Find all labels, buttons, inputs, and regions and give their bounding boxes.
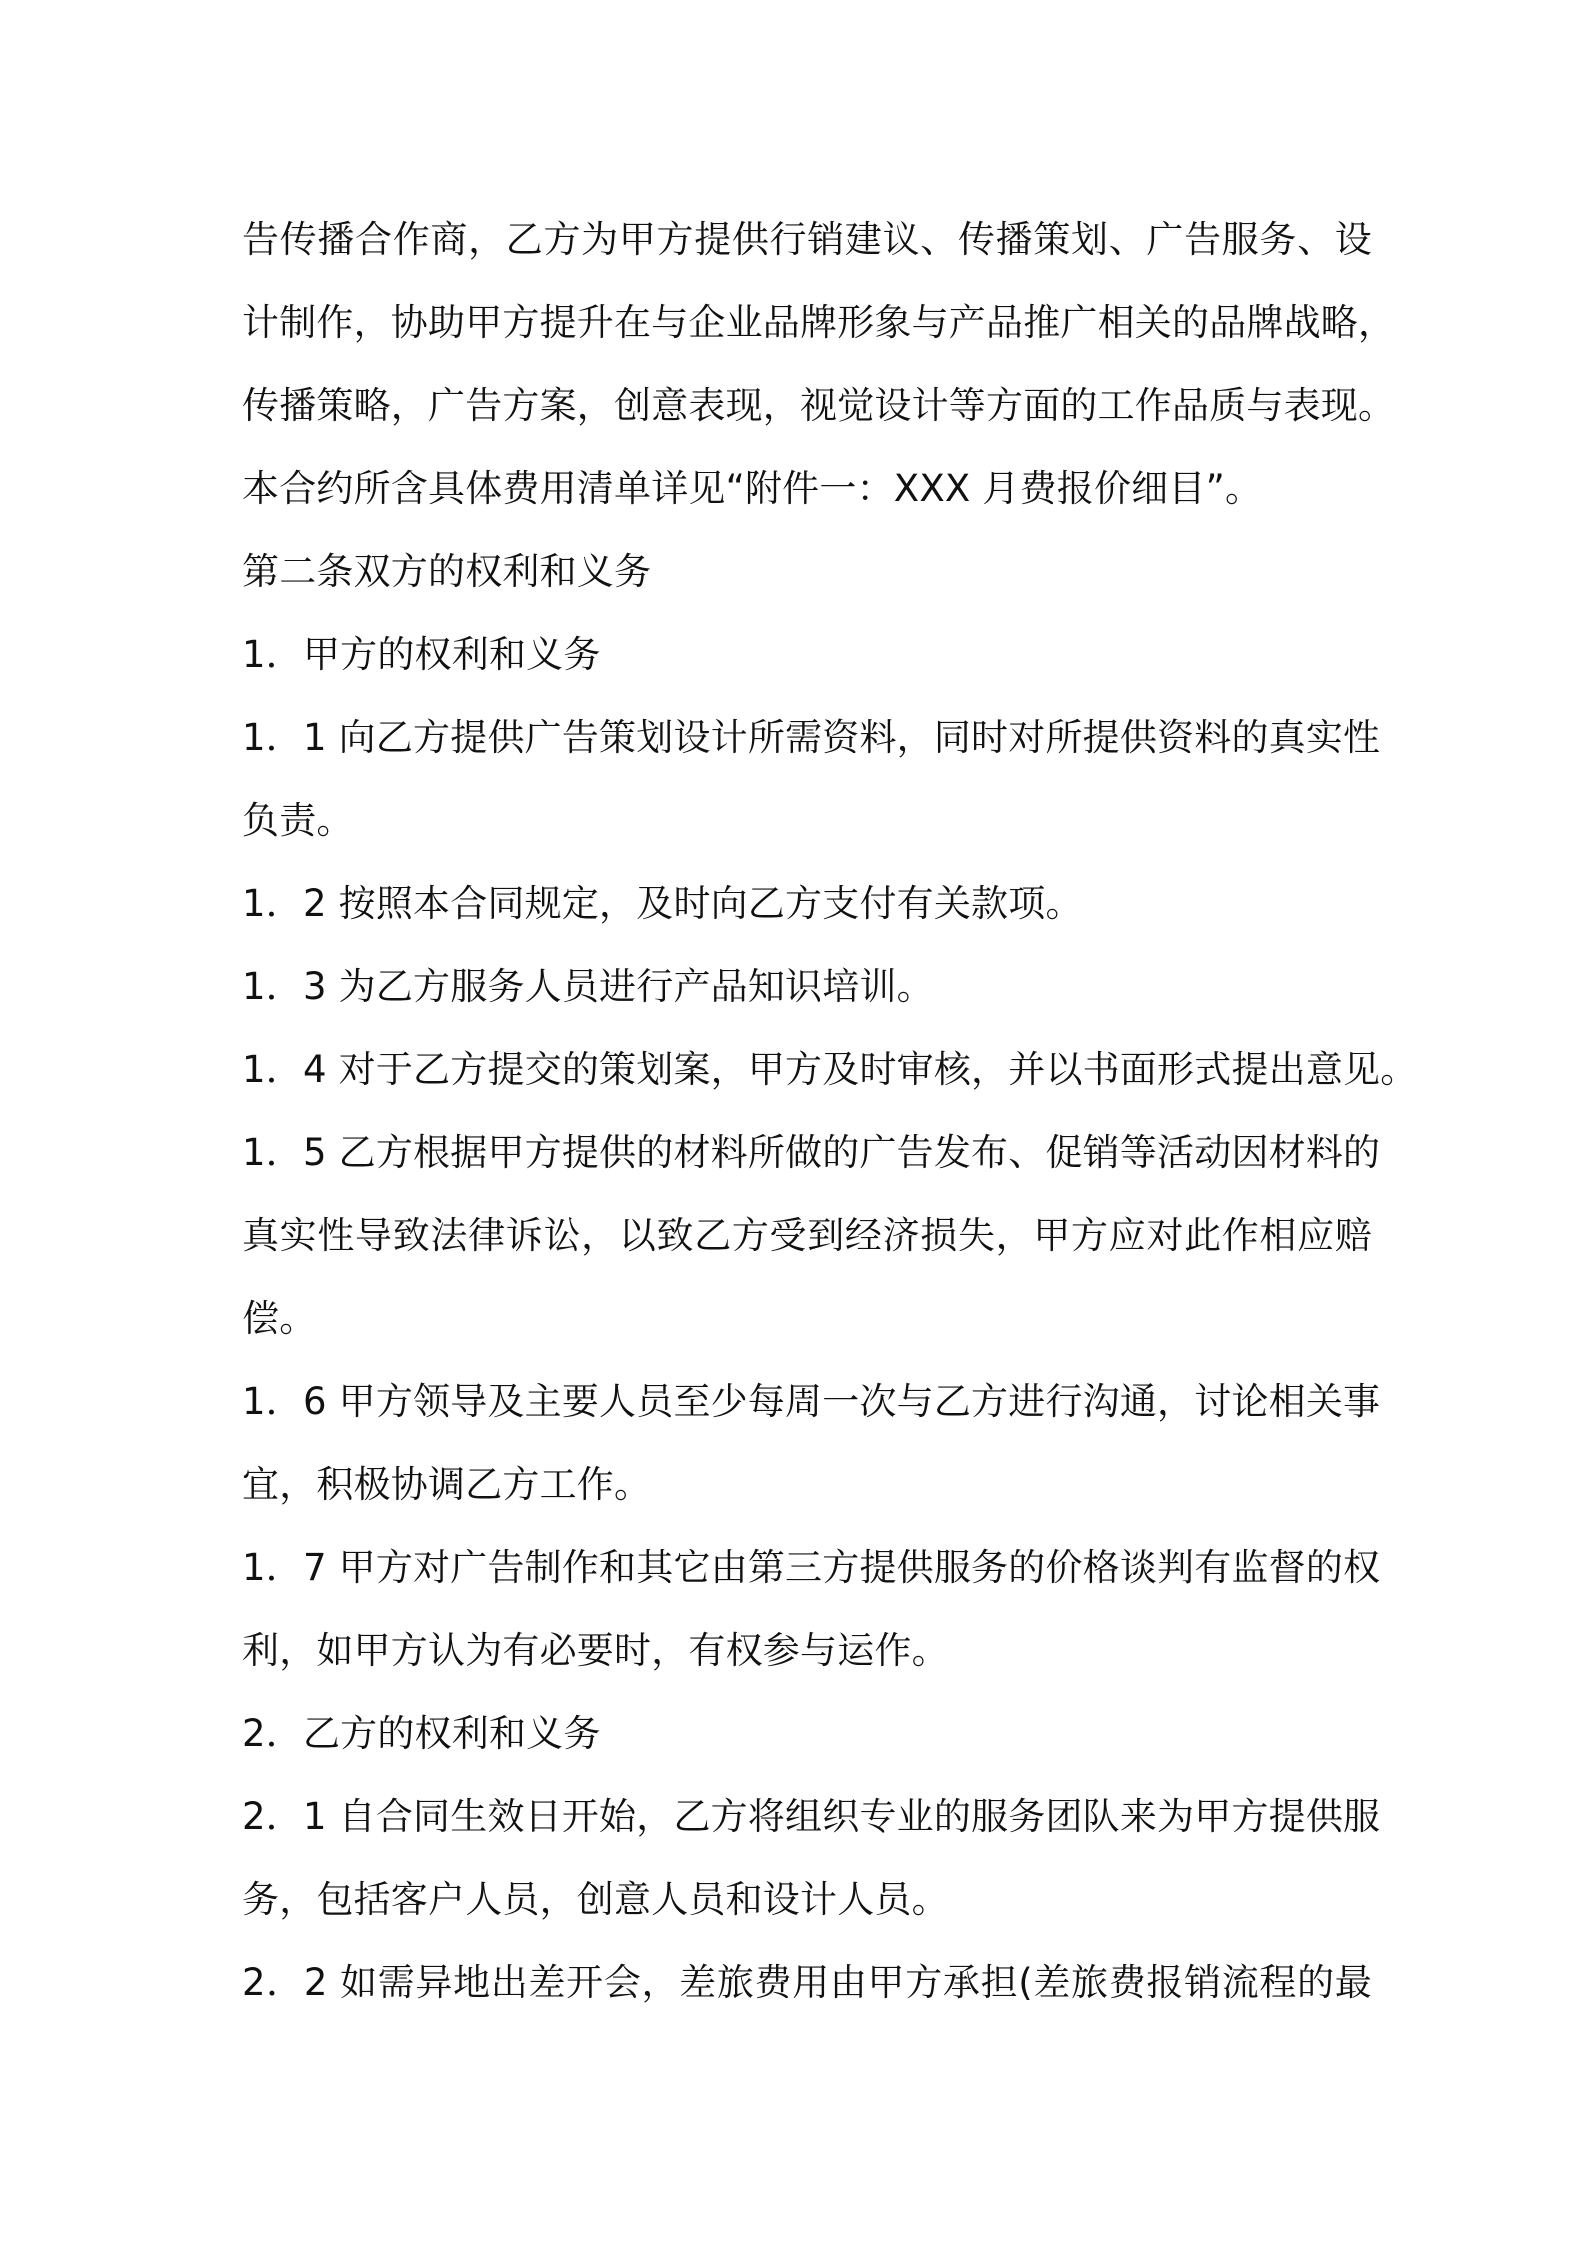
text-line: 负责。 (242, 799, 354, 842)
text-line: 1．6 甲方领导及主要人员至少每周一次与乙方进行沟通，讨论相关事 (242, 1380, 1381, 1423)
section-heading: 第二条双方的权利和义务 (242, 550, 652, 593)
text-line: 1．3 为乙方服务人员进行产品知识培训。 (242, 965, 934, 1008)
text-line: 计制作，协助甲方提升在与企业品牌形象与产品推广相关的品牌战略， (242, 301, 1396, 344)
subsection-heading: 1．甲方的权利和义务 (242, 633, 601, 676)
text-line: 告传播合作商，乙方为甲方提供行销建议、传播策划、广告服务、设 (242, 218, 1372, 261)
text-line: 1．7 甲方对广告制作和其它由第三方提供服务的价格谈判有监督的权 (242, 1546, 1381, 1589)
text-line: 1．2 按照本合同规定，及时向乙方支付有关款项。 (242, 882, 1083, 925)
text-line: 本合约所含具体费用清单详见“附件一：XXX 月费报价细目”。 (242, 467, 1263, 510)
text-line: 1．1 向乙方提供广告策划设计所需资料，同时对所提供资料的真实性 (242, 716, 1381, 759)
text-line: 1．5 乙方根据甲方提供的材料所做的广告发布、促销等活动因材料的 (242, 1131, 1381, 1174)
text-line: 务，包括客户人员，创意人员和设计人员。 (242, 1878, 949, 1921)
text-line: 2．2 如需异地出差开会，差旅费用由甲方承担(差旅费报销流程的最 (242, 1961, 1372, 2004)
text-line: 传播策略，广告方案，创意表现，视觉设计等方面的工作品质与表现。 (242, 384, 1396, 427)
text-line: 真实性导致法律诉讼，以致乙方受到经济损失，甲方应对此作相应赔 (242, 1214, 1372, 1257)
text-line: 2．1 自合同生效日开始，乙方将组织专业的服务团队来为甲方提供服 (242, 1795, 1381, 1838)
document-body (242, 198, 1418, 2024)
text-line: 1．4 对于乙方提交的策划案，甲方及时审核，并以书面形式提出意见。 (242, 1048, 1418, 1091)
text-line: 宜，积极协调乙方工作。 (242, 1463, 652, 1506)
text-line: 利，如甲方认为有必要时，有权参与运作。 (242, 1629, 949, 1672)
subsection-heading: 2．乙方的权利和义务 (242, 1712, 601, 1755)
text-line: 偿。 (242, 1297, 317, 1340)
